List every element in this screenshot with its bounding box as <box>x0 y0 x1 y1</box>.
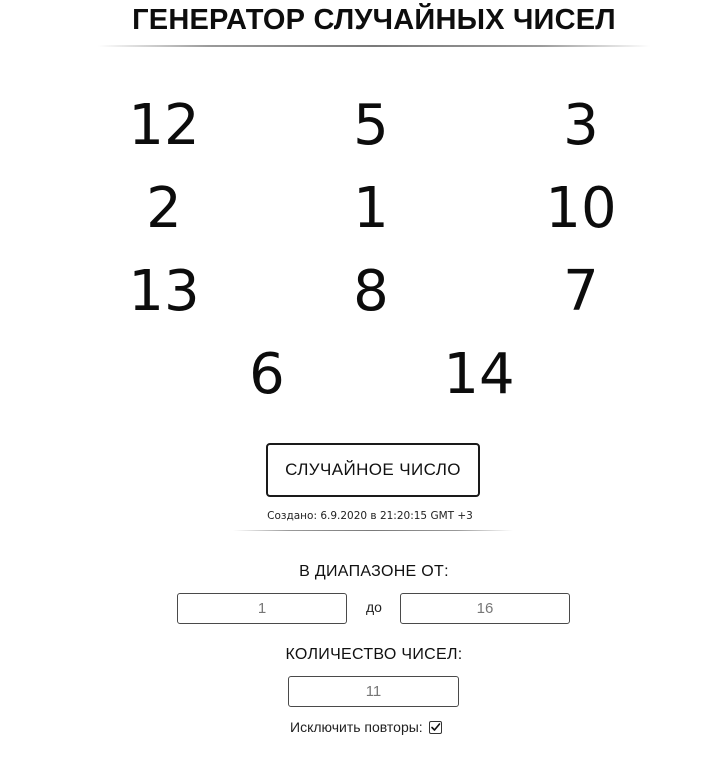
checkmark-icon <box>430 722 441 733</box>
result-number: 7 <box>563 259 599 324</box>
title-divider <box>98 45 650 47</box>
result-number: 1 <box>353 176 389 241</box>
created-timestamp: Создано: 6.9.2020 в 21:20:15 GMT +3 <box>267 510 473 522</box>
exclude-duplicates-label: Исключить повторы: <box>290 719 423 735</box>
result-number: 10 <box>545 176 617 241</box>
result-number: 2 <box>146 176 182 241</box>
range-label: В ДИАПАЗОНЕ ОТ: <box>299 563 449 580</box>
range-to-label: до <box>366 599 382 615</box>
exclude-duplicates-checkbox[interactable] <box>429 721 442 734</box>
result-number: 6 <box>249 342 285 407</box>
page-title: ГЕНЕРАТОР СЛУЧАЙНЫХ ЧИСЕЛ <box>132 4 616 36</box>
result-number: 3 <box>563 93 599 158</box>
exclude-duplicates-row <box>290 717 442 737</box>
section-divider <box>233 530 513 531</box>
result-number: 13 <box>128 259 200 324</box>
range-to-input[interactable]: 16 <box>400 593 570 624</box>
result-number: 12 <box>128 93 200 158</box>
count-input[interactable]: 11 <box>288 676 459 707</box>
count-label: КОЛИЧЕСТВО ЧИСЕЛ: <box>285 646 463 663</box>
random-number-button[interactable]: СЛУЧАЙНОЕ ЧИСЛО <box>266 443 480 497</box>
result-number: 8 <box>353 259 389 324</box>
range-from-input[interactable]: 1 <box>177 593 347 624</box>
result-number: 14 <box>443 342 515 407</box>
result-number: 5 <box>353 93 389 158</box>
